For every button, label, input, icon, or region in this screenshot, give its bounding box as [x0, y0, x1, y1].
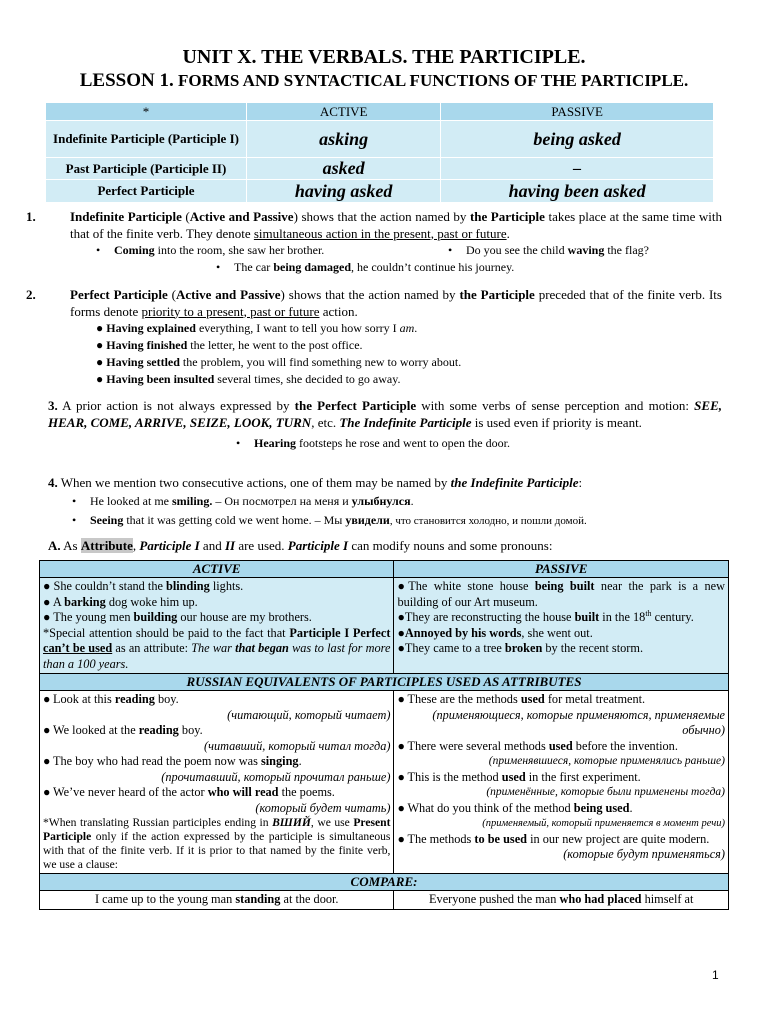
verb-list: SEE, HEAR, COME, ARRIVE, SEIZE, LOOK, TURN	[48, 398, 722, 430]
russian-equivalents-header: RUSSIAN EQUIVALENTS OF PARTICIPLES USED AS ATTRIBUTES	[40, 674, 729, 691]
text: and	[199, 538, 225, 553]
russian-equivalent: (которые будут применяться)	[563, 847, 725, 861]
header-cell: ACTIVE	[247, 103, 440, 120]
example-text: The methods	[407, 831, 475, 846]
note-example: The war	[191, 641, 236, 655]
russian-equivalent: (читавший, который читал тогда)	[204, 738, 391, 753]
compare-right-cell	[394, 891, 729, 910]
example-text: Look at this	[53, 692, 115, 706]
text: .	[506, 225, 510, 241]
text: is used even if priority is meant.	[471, 414, 642, 430]
list-item: ●They are reconstructing the house built in the 18th century.	[397, 608, 694, 624]
example-text: The white stone house	[408, 579, 535, 593]
example-text: boy.	[178, 723, 203, 737]
passive-form: –	[441, 158, 713, 179]
russian-equivalent: (читающий, который читает)	[227, 707, 391, 722]
text: A prior action is not always expressed by	[57, 398, 295, 413]
section-1-text	[26, 209, 722, 242]
example-participle: barking	[64, 594, 106, 609]
term: Perfect Participle	[70, 287, 168, 302]
section-4	[48, 475, 722, 531]
compare-header: COMPARE:	[40, 874, 729, 891]
example-text: They are reconstructing the house	[404, 610, 575, 624]
list-item: ● A barking dog woke him up.	[43, 594, 198, 609]
term: The Indefinite Participle	[339, 414, 472, 430]
example: • The car being damaged, he couldn’t continue his journey.	[216, 260, 515, 274]
example-text: the flag?	[604, 243, 649, 257]
lesson-title	[0, 70, 768, 92]
table-header-row	[40, 874, 729, 891]
table-row	[40, 691, 729, 874]
example-participle: Seeing	[90, 512, 124, 527]
example-text: everything, I want to tell you how sorry I	[195, 321, 400, 335]
text: takes place at the same time with that of the finite verb. They denote	[70, 209, 722, 241]
text: ,	[132, 538, 140, 553]
text: with some verbs of sense perception and motion:	[416, 398, 695, 413]
example-participle: to be used	[474, 831, 528, 846]
example-text: Everyone pushed the man	[429, 892, 560, 906]
example-text: We’ve never heard of the actor	[53, 785, 208, 799]
text: are used.	[235, 538, 288, 553]
example: ● Having settled the problem, you will find something new to worry about.	[96, 355, 462, 369]
russian-right-cell	[394, 691, 729, 874]
example-text: .	[410, 493, 414, 508]
term: Active and Passive	[175, 287, 281, 302]
example-participle: used	[501, 769, 526, 784]
section-number: 1.	[26, 209, 36, 224]
note-text: as an attribute:	[112, 641, 192, 655]
example-translation: – Он посмотрел на меня и	[212, 493, 352, 508]
example-text: several times, she decided to go away.	[214, 372, 401, 386]
example-text: for metal treatment.	[544, 692, 646, 706]
note-example: was to last for more than a 100 years.	[43, 641, 391, 671]
text: (	[167, 287, 176, 302]
example-participle: Having been insulted	[106, 372, 215, 386]
example-text: our house are my brothers.	[177, 610, 312, 624]
note	[43, 626, 390, 673]
section-3	[48, 398, 722, 452]
active-form: asked	[247, 158, 440, 179]
example: • Do you see the child waving the flag?	[448, 243, 649, 257]
participle-forms-table	[45, 102, 714, 203]
text: ) shows that the action named by	[293, 209, 470, 224]
example-participle: Annoyed by his words	[404, 625, 522, 640]
term: the Participle	[459, 287, 535, 302]
example-text: Do you see the child	[466, 243, 568, 257]
example: • Hearing footsteps he rose and went to open the door.	[236, 436, 510, 450]
example-text: , she went out.	[521, 625, 593, 640]
example: • Coming into the room, she saw her brother.	[96, 243, 325, 257]
section-number: 4.	[48, 475, 58, 490]
example-participle: building	[133, 610, 178, 624]
note-text: *When translating Russian participles ending in	[43, 816, 273, 829]
passive-examples-cell	[394, 578, 729, 674]
note-text: , we use	[310, 816, 354, 829]
example-text: , he couldn’t continue his journey.	[351, 260, 515, 274]
russian-equivalent: (применявшиеся, которые применялись раньше)	[488, 755, 725, 767]
example-text: the problem, you will find something new to worry about.	[179, 355, 462, 369]
example-text: am	[399, 321, 415, 335]
list-item: ●Annoyed by his words, she went out.	[397, 625, 593, 640]
example-text: boy.	[154, 692, 179, 706]
text: (	[181, 209, 190, 224]
term: Participle I	[287, 538, 349, 553]
example-text: century.	[651, 610, 694, 624]
section-1	[26, 209, 722, 276]
header-cell: ACTIVE	[40, 561, 394, 578]
example-text: The car	[234, 260, 274, 274]
table-row	[40, 891, 729, 910]
example-text: by the recent storm.	[542, 641, 644, 655]
list-item: ● She couldn’t stand the blinding lights.	[43, 579, 244, 593]
active-form: asking	[247, 121, 440, 157]
lesson-prefix: LESSON 1.	[79, 70, 174, 91]
example-translation: , что становится холодно, и пошли домой.	[389, 514, 587, 527]
highlighted-term: Attribute	[80, 538, 133, 553]
form-label: Indefinite Participle (Participle I)	[46, 121, 246, 157]
example-text: He looked at me	[90, 493, 172, 508]
example-text: near the park is a new building of our Art museum.	[397, 579, 726, 609]
active-examples-cell	[40, 578, 394, 674]
example-participle: reading	[114, 692, 155, 706]
section-2-text	[26, 287, 722, 320]
note-term: Present Participle	[43, 816, 391, 843]
russian-equivalent: (применённые, которые были применены тогда)	[486, 786, 725, 798]
term: the Indefinite Participle	[450, 475, 579, 490]
example-participle: used	[520, 692, 545, 706]
example-participle: singing	[260, 754, 299, 768]
form-label: Perfect Participle	[46, 180, 246, 202]
example-text: There were several methods	[407, 738, 549, 753]
section-a-text	[48, 538, 722, 555]
example-participle: smiling.	[171, 493, 213, 508]
example-text: A	[52, 594, 65, 609]
section-3-text	[48, 398, 722, 431]
table-row	[40, 578, 729, 674]
list-item: ● The methods to be used in our new project are quite modern.	[397, 831, 710, 846]
term: Active and Passive	[189, 209, 294, 224]
note-term: ВШИЙ	[272, 816, 311, 829]
page-number: 1	[712, 968, 719, 982]
term: Indefinite Participle	[70, 209, 182, 224]
example-participle: waving	[567, 243, 605, 257]
list-item: ● We looked at the reading boy.	[43, 723, 203, 737]
example-text: .	[298, 754, 302, 768]
example: ● Having been insulted several times, she decided to go away.	[96, 372, 401, 386]
table-header-row	[40, 674, 729, 691]
example-text: What do you think of the method	[407, 800, 574, 815]
note-term: Participle I Perfect	[289, 625, 391, 640]
example-participle: Having finished	[106, 338, 188, 352]
section-2	[26, 287, 722, 388]
passive-form: having been asked	[441, 180, 713, 202]
example-text: We looked at the	[53, 723, 139, 737]
example-text: .	[629, 800, 633, 815]
example-participle: reading	[138, 723, 179, 737]
example-text: This is the method	[407, 769, 502, 784]
note-term: can’t be used	[43, 641, 113, 655]
russian-equivalent: (применяющиеся, которые применяются, применяемые обычно)	[432, 707, 725, 737]
note	[43, 816, 390, 872]
passive-form: being asked	[441, 121, 713, 157]
list-item: ● There were several methods used before the invention.	[397, 738, 678, 753]
text: preceded that of the finite verb. Its forms denote	[70, 287, 722, 319]
example-participle: being built	[534, 579, 595, 593]
example: • Seeing that it was getting cold we went home. – Мы увидели, что становится холодно, и пошли домой.	[72, 512, 587, 527]
example: • He looked at me smiling. – Он посмотрел на меня и улыбнулся.	[72, 493, 414, 508]
table-row	[46, 180, 713, 202]
example-text: lights.	[209, 579, 244, 593]
list-item: ●They came to a tree broken by the recent storm.	[397, 641, 644, 655]
table-row	[46, 158, 713, 179]
header-cell: *	[46, 103, 246, 120]
header-cell: PASSIVE	[394, 561, 729, 578]
example-participle: standing	[235, 892, 281, 906]
example-text: She couldn’t stand the	[53, 579, 166, 593]
active-form: having asked	[247, 180, 440, 202]
text: action.	[319, 303, 358, 319]
list-item: ● These are the methods used for metal treatment.	[397, 692, 646, 706]
list-item: ● This is the method used in the first experiment.	[397, 769, 641, 784]
example-participle: being damaged	[273, 260, 351, 274]
example-text: himself at	[641, 892, 694, 906]
text: As	[60, 538, 81, 553]
example-text: dog woke him up.	[105, 594, 198, 609]
example-translation-verb: улыбнулся	[351, 493, 411, 508]
example: ● Having finished the letter, he went to the post office.	[96, 338, 363, 352]
example-text: the poems.	[278, 785, 335, 799]
underlined-text: simultaneous action in the present, past or future	[253, 225, 507, 241]
example-participle: Hearing	[254, 436, 296, 450]
text: When we mention two consecutive actions, one of them may be named by	[57, 475, 451, 490]
term: Participle I	[139, 538, 200, 553]
example-participle: broken	[504, 641, 543, 655]
section-4-text	[48, 475, 722, 492]
example-clause: who had placed	[559, 892, 642, 906]
example-text: in the first experiment.	[525, 769, 641, 784]
text: can modify nouns and some pronouns:	[348, 538, 553, 553]
text: ) shows that the action named by	[280, 287, 460, 302]
example-text: in the 18	[599, 610, 646, 624]
example-participle: who will read	[207, 785, 279, 799]
lesson-subtitle: FORMS AND SYNTACTICAL FUNCTIONS OF THE PARTICIPLE.	[177, 71, 689, 90]
example-participle: built	[574, 610, 600, 624]
russian-left-cell	[40, 691, 394, 874]
example-text: that it was getting cold we went home. – Мы	[123, 512, 346, 527]
example-text: before the invention.	[572, 738, 678, 753]
attribute-table	[39, 560, 729, 910]
example-text: They came to a tree	[404, 641, 505, 655]
list-item: ● Look at this reading boy.	[43, 692, 179, 706]
table-header-row	[40, 561, 729, 578]
term: the Perfect Participle	[294, 398, 417, 413]
example-text: I came up to the young man	[94, 892, 236, 906]
note-text: *Special attention should be paid to the fact that	[43, 625, 290, 640]
example-participle: being used	[573, 800, 630, 815]
term: II	[224, 538, 236, 553]
example-text: in our new project are quite modern.	[527, 831, 710, 846]
example-text: footsteps he rose and went to open the door.	[296, 436, 510, 450]
example-participle: blinding	[166, 579, 210, 593]
underlined-text: priority to a present, past or future	[141, 303, 320, 319]
example-text: the letter, he went to the post office.	[187, 338, 363, 352]
list-item: ● The boy who had read the poem now was singing.	[43, 754, 302, 768]
section-a	[48, 538, 722, 555]
example-participle: used	[548, 738, 573, 753]
example-text: The boy who had read the poem now was	[53, 754, 261, 768]
compare-left-cell	[40, 891, 394, 910]
example-text: These are the methods	[407, 692, 521, 706]
example-text: .	[414, 321, 418, 335]
term: the Participle	[469, 209, 545, 224]
example-translation-verb: увидели	[345, 512, 390, 527]
example-text: The young men	[53, 610, 134, 624]
text: , etc.	[311, 414, 340, 430]
form-label: Past Participle (Participle II)	[46, 158, 246, 179]
section-number: 3.	[48, 398, 58, 413]
table-row	[46, 121, 713, 157]
note-text: only if the action expressed by the participle is simultaneous with that of the finite verb. If it is prior to that named by the finite verb, we use a clause:	[43, 830, 391, 871]
russian-equivalent: (применяемый, который применяется в момент речи)	[482, 818, 725, 829]
example-participle: Having explained	[106, 321, 196, 335]
section-number: 2.	[26, 287, 36, 302]
example: ● Having explained everything, I want to tell you how sorry I am.	[96, 321, 418, 335]
section-letter: A.	[48, 538, 61, 553]
unit-title: UNIT X. THE VERBALS. THE PARTICIPLE.	[182, 46, 586, 68]
note-example: that began	[235, 641, 289, 655]
russian-equivalent: (прочитавший, который прочитал раньше)	[161, 769, 391, 784]
table-header-row	[46, 103, 713, 120]
example-row	[48, 242, 722, 259]
list-item: ●The white stone house being built near the park is a new building of our Art museum.	[397, 579, 726, 609]
header-cell: PASSIVE	[441, 103, 713, 120]
list-item: ● We’ve never heard of the actor who will read the poems.	[43, 785, 335, 799]
example-text: into the room, she saw her brother.	[154, 243, 325, 257]
russian-equivalent: (который будет читать)	[255, 800, 391, 815]
superscript: th	[645, 608, 652, 618]
list-item: ● What do you think of the method being used.	[397, 800, 633, 815]
example-participle: Having settled	[106, 355, 180, 369]
text: :	[578, 475, 583, 490]
example-text: at the door.	[280, 892, 339, 906]
example-participle: Coming	[114, 243, 155, 257]
list-item: ● The young men building our house are my brothers.	[43, 610, 312, 624]
